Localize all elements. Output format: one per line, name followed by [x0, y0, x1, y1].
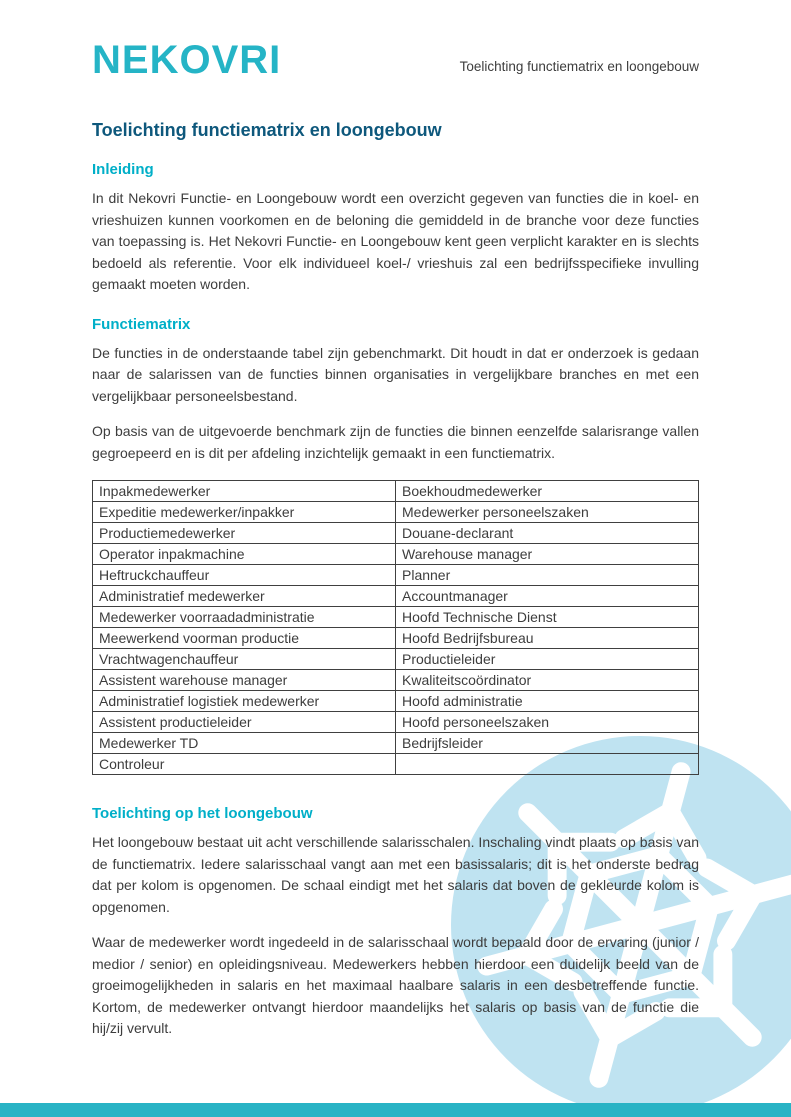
table-cell: Hoofd Bedrijfsbureau [396, 628, 699, 649]
table-cell: Douane-declarant [396, 523, 699, 544]
table-row [93, 502, 699, 523]
paragraph-inleiding-1: In dit Nekovri Functie- en Loongebouw wordt een overzicht gegeven van functies die in koel- en vrieshuizen kunnen voorkomen en de beloning die gemiddeld in de branche voor deze functies van toepassing is. Het Nekovri Functie- en Loongebouw kent geen verplicht karakter en is slechts bedoeld als referentie. Voor elk individueel koel-/ vrieshuis zal een bedrijfsspecifieke invulling gemaakt moeten worden. [92, 190, 699, 292]
table-cell: Administratief medewerker [93, 586, 396, 607]
table-cell: Controleur [93, 754, 396, 775]
table-cell: Accountmanager [396, 586, 699, 607]
table-row [93, 544, 699, 565]
table-row [93, 712, 699, 733]
paragraph-loongebouw-2: Waar de medewerker wordt ingedeeld in de salarisschaal wordt bepaald door de ervaring (junior / medior / senior) en opleidingsniveau. Medewerkers hebben hierdoor een duidelijk beeld van de groeimogelijkheden in salaris en het maximaal haalbare salaris in een desbetreffende functie. Kortom, de medewerker ontvangt hierdoor maandelijks het salaris op basis van de functie die hij/zij vervult. [92, 934, 699, 1036]
table-cell: Assistent warehouse manager [93, 670, 396, 691]
table-cell: Operator inpakmachine [93, 544, 396, 565]
paragraph-functiematrix-2: Op basis van de uitgevoerde benchmark zijn de functies die binnen eenzelfde salarisrange vallen gegroepeerd en is dit per afdeling inzichtelijk gemaakt in een functiematrix. [92, 423, 699, 461]
table-row [93, 523, 699, 544]
paragraph-functiematrix-1: De functies in de onderstaande tabel zijn gebenchmarkt. Dit houdt in dat er onderzoek is gedaan naar de salarissen van de functies binnen organisaties in vergelijkbare branches en met een vergelijkbaar personeelsbestand. [92, 344, 699, 404]
table-cell: Planner [396, 565, 699, 586]
table-row [93, 586, 699, 607]
nekovri-logo: NEKOVRI [92, 38, 282, 82]
table-row [93, 670, 699, 691]
functiematrix-table [92, 480, 699, 775]
footer-accent-bar [0, 1103, 791, 1117]
table-cell: Assistent productieleider [93, 712, 396, 733]
table-row [93, 607, 699, 628]
table-cell: Medewerker voorraadadministratie [93, 607, 396, 628]
table-cell: Expeditie medewerker/inpakker [93, 502, 396, 523]
header-subtitle: Toelichting functiematrix en loongebouw [459, 59, 699, 74]
section-heading-functiematrix: Functiematrix [92, 315, 191, 333]
table-row [93, 628, 699, 649]
table-cell: Productiemedewerker [93, 523, 396, 544]
table-cell: Inpakmedewerker [93, 481, 396, 502]
table-cell [396, 754, 699, 775]
table-cell: Medewerker personeelszaken [396, 502, 699, 523]
table-cell: Hoofd personeelszaken [396, 712, 699, 733]
table-cell: Heftruckchauffeur [93, 565, 396, 586]
table-cell: Kwaliteitscoördinator [396, 670, 699, 691]
table-row [93, 649, 699, 670]
table-row [93, 691, 699, 712]
table-row [93, 754, 699, 775]
table-cell: Productieleider [396, 649, 699, 670]
paragraph-loongebouw-1: Het loongebouw bestaat uit acht verschillende salarisschalen. Inschaling vindt plaats op basis van de functiematrix. Iedere salarisschaal vangt aan met een basissalaris; dit is het onderste bedrag dat per kolom is opgenomen. De schaal eindigt met het salaris dat boven de gekleurde kolom is opgenomen. [92, 834, 699, 915]
page-header [92, 40, 699, 80]
table-cell: Hoofd Technische Dienst [396, 607, 699, 628]
section-heading-inleiding: Inleiding [92, 161, 154, 178]
document-title: Toelichting functiematrix en loongebouw [92, 120, 442, 140]
table-cell: Administratief logistiek medewerker [93, 691, 396, 712]
table-row [93, 481, 699, 502]
table-row [93, 733, 699, 754]
table-cell: Medewerker TD [93, 733, 396, 754]
table-row [93, 565, 699, 586]
table-cell: Hoofd administratie [396, 691, 699, 712]
table-cell: Bedrijfsleider [396, 733, 699, 754]
section-heading-loongebouw: Toelichting op het loongebouw [92, 805, 313, 822]
table-cell: Boekhoudmedewerker [396, 481, 699, 502]
table-cell: Warehouse manager [396, 544, 699, 565]
table-cell: Vrachtwagenchauffeur [93, 649, 396, 670]
table-cell: Meewerkend voorman productie [93, 628, 396, 649]
